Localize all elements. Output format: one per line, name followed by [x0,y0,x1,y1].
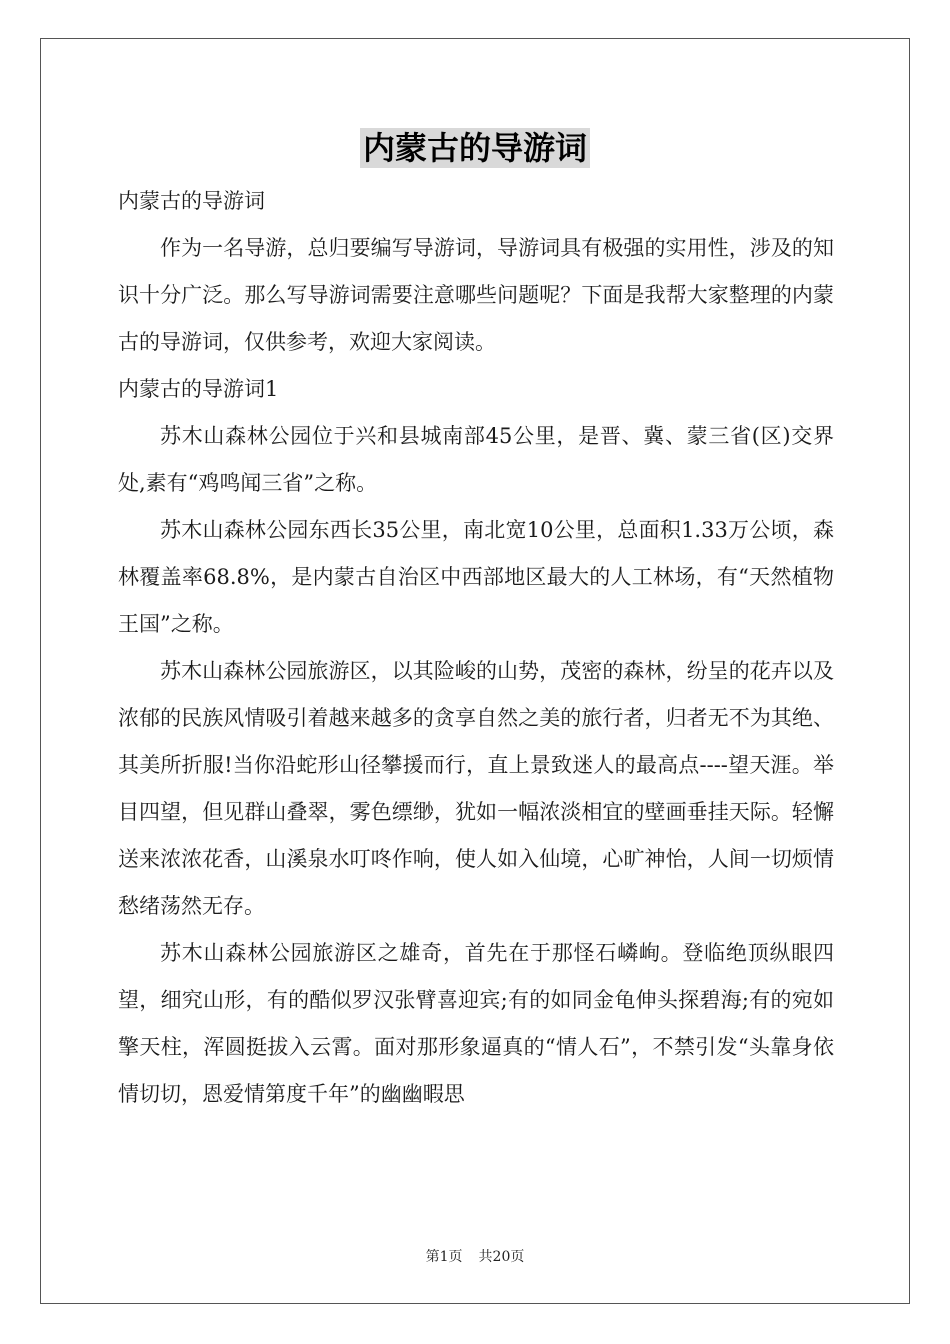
body-paragraph: 苏木山森林公园旅游区，以其险峻的山势，茂密的森林，纷呈的花卉以及浓郁的民族风情吸引着越来越多的贪享自然之美的旅行者，归者无不为其绝、其美所折服!当你沿蛇形山径攀援而行，直上景致迷人的最高点----望天涯。举目四望，但见群山叠翠，雾色缥缈，犹如一幅浓淡相宜的壁画垂挂天际。轻懈送来浓浓花香，山溪泉水叮咚作响，使人如入仙境，心旷神怡，人间一切烦情愁绪荡然无存。 [118,659,834,918]
page-number-current: 第1页 [425,1249,463,1265]
document-subtitle: 内蒙古的导游词 [118,189,265,213]
document-title: 内蒙古的导游词 [360,128,590,168]
page-footer [0,1248,950,1266]
title-container [0,128,950,168]
page-number-total: 共20页 [478,1249,525,1265]
section-heading: 内蒙古的导游词1 [118,377,279,401]
body-paragraph: 苏木山森林公园东西长35公里，南北宽10公里，总面积1.33万公顷，森林覆盖率68.8%，是内蒙古自治区中西部地区最大的人工林场，有“天然植物王国”之称。 [118,518,834,636]
body-paragraph: 苏木山森林公园位于兴和县城南部45公里，是晋、冀、蒙三省(区)交界处,素有“鸡鸣闻三省”之称。 [118,424,834,495]
intro-paragraph: 作为一名导游，总归要编写导游词，导游词具有极强的实用性，涉及的知识十分广泛。那么写导游词需要注意哪些问题呢？下面是我帮大家整理的内蒙古的导游词，仅供参考，欢迎大家阅读。 [118,236,834,354]
body-paragraph: 苏木山森林公园旅游区之雄奇，首先在于那怪石嶙峋。登临绝顶纵眼四望，细究山形，有的酷似罗汉张臂喜迎宾;有的如同金龟伸头探碧海;有的宛如擎天柱，浑圆挺拔入云霄。面对那形象逼真的“情人石”，不禁引发“头靠身依情切切，恩爱情第度千年”的幽幽暇思 [118,941,834,1106]
document-body [118,178,834,1118]
